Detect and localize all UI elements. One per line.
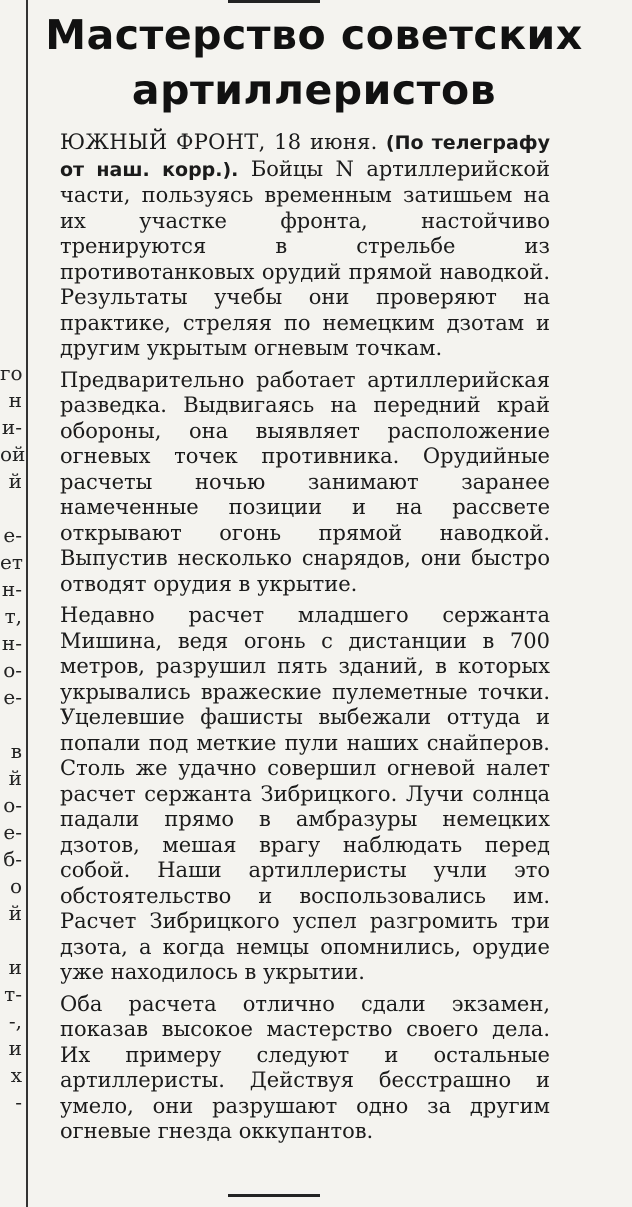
- paragraph-1: [60, 130, 550, 362]
- left-column-fragment: е-: [3, 523, 22, 547]
- bottom-rule: [228, 1194, 320, 1197]
- article-body: [60, 130, 550, 1145]
- left-column-fragments: [0, 360, 24, 1116]
- left-column-fragment: н: [8, 388, 22, 412]
- paragraph-3: Недавно расчет младшего сержанта Мишина, ведя огонь с дистанции в 700 метров, разрушил пять зданий, в которых укрывались вражеские пулеметные точки. Уцелевшие фашисты выбежали оттуда и попали под меткие пули наших снайперов. Столь же удачно совершил огневой налет расчет сержанта Зибрицкого. Лучи солнца падали прямо в амбразуры немецких дзотов, мешая врагу наблюдать перед собой. Наши артиллеристы учли это обстоятельство и воспользовались им. Расчет Зибрицкого успел разгромить три дзота, а когда немцы опомнились, орудие уже находилось в укрытии.: [60, 603, 550, 984]
- top-rule: [228, 0, 320, 3]
- left-column-fragment: [0, 927, 24, 954]
- article-headline: Мастерство советских артиллеристов: [45, 11, 583, 114]
- left-column-fragment: и-: [1, 415, 22, 439]
- left-column-fragment: й: [8, 469, 22, 493]
- left-column-fragment: е-: [3, 820, 22, 844]
- left-column-fragment: й: [8, 766, 22, 790]
- paragraph-1-text: Бойцы N артиллерийской части, пользуясь временным затишьем на их участке фронта, настойчиво тренируются в стрельбе из противотанковых орудий прямой наводкой. Результаты учебы они проверяют на практике, стреляя по немецким дзотам и другим укрытым огневым точкам.: [60, 156, 550, 360]
- paragraph-2: Предварительно работает артиллерийская разведка. Выдвигаясь на передний край обороны, она выявляет расположение огневых точек противника. Орудийные расчеты ночью занимают заранее намеченные позиции и на рассвете открывают огонь прямой наводкой. Выпустив несколько снарядов, они быстро отводят орудия в укрытие.: [60, 367, 550, 596]
- left-column-fragment: т-: [4, 982, 22, 1006]
- left-column-fragment: б-: [3, 847, 22, 871]
- left-column-fragment: -: [15, 1090, 22, 1114]
- left-column-fragment: и: [8, 955, 22, 979]
- left-column-fragment: -,: [8, 1009, 22, 1033]
- dateline: ЮЖНЫЙ ФРОНТ, 18 июня.: [60, 130, 378, 154]
- left-column-fragment: го: [0, 361, 23, 385]
- left-column-fragment: е-: [3, 685, 22, 709]
- left-column-fragment: т,: [4, 604, 22, 628]
- left-column-fragment: [0, 495, 24, 522]
- left-column-fragment: ой: [0, 442, 26, 466]
- left-column-fragment: х: [10, 1063, 22, 1087]
- paragraph-4: Оба расчета отлично сдали экзамен, показав высокое мастерство своего дела. Их примеру следуют и остальные артиллеристы. Действуя бесстрашно и умело, они разрушают одно за другим огневые гнезда оккупантов.: [60, 991, 550, 1143]
- source-credit: (По телеграфу от наш. корр.).: [60, 132, 551, 181]
- left-column-fragment: ет: [0, 550, 23, 574]
- left-column-fragment: о-: [3, 658, 22, 682]
- left-column-fragment: н-: [1, 631, 22, 655]
- left-column-fragment: [0, 711, 24, 738]
- left-column-fragment: н-: [1, 577, 22, 601]
- left-column-fragment: о: [9, 874, 22, 898]
- left-column-fragment: в: [10, 739, 22, 763]
- left-column-fragment: о-: [3, 793, 22, 817]
- left-column-fragment: и: [8, 1036, 22, 1060]
- column-divider: [26, 0, 28, 1207]
- left-column-fragment: й: [8, 901, 22, 925]
